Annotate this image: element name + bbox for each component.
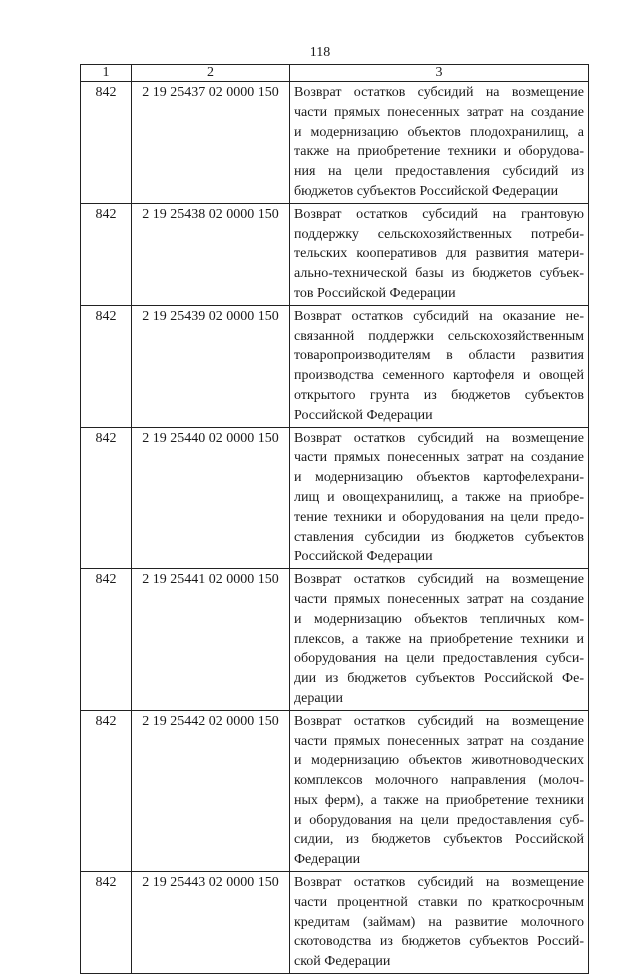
description-cell — [290, 82, 589, 204]
table-row — [81, 305, 589, 427]
table-row — [81, 569, 589, 711]
description-line: Возврат остатков субсидий на грантовую — [294, 206, 584, 222]
admin-code-cell: 842 — [81, 82, 132, 204]
description-line: части прямых понесенных затрат на создание — [294, 591, 584, 607]
description-line: производства семенного картофеля и овощей — [294, 368, 584, 384]
description-line: и модернизацию объектов тепличных ком- — [294, 611, 584, 627]
table-header-row — [81, 65, 589, 82]
table-row — [81, 203, 589, 305]
description-line: Возврат остатков субсидий на оказание не- — [294, 308, 584, 324]
description-line: Федерации — [294, 852, 361, 868]
description-line: дии из бюджетов субъектов Российской Фе- — [294, 671, 584, 687]
description-line: ных ферм), а также на приобретение техники — [294, 792, 584, 808]
table-row — [81, 872, 589, 974]
description-line: поддержку сельскохозяйственных потреби- — [294, 226, 584, 242]
description-line: части прямых понесенных затрат на создание — [294, 104, 584, 120]
table-row — [81, 82, 589, 204]
table-body — [81, 65, 589, 974]
admin-code-cell: 842 — [81, 305, 132, 427]
revenue-code-cell: 2 19 25443 02 0000 150 — [132, 872, 290, 974]
admin-code-cell: 842 — [81, 710, 132, 871]
description-cell — [290, 305, 589, 427]
description-line: Возврат остатков субсидий на возмещение — [294, 713, 584, 729]
column-header-3: 3 — [290, 65, 589, 82]
description-cell — [290, 710, 589, 871]
description-line: и модернизацию объектов плодохранилищ, а — [294, 124, 584, 140]
description-line: открытого грунта из бюджетов субъектов — [294, 387, 584, 403]
description-line: тов Российской Федерации — [294, 285, 456, 301]
admin-code-cell: 842 — [81, 872, 132, 974]
description-line: Возврат остатков субсидий на возмещение — [294, 430, 584, 446]
description-line: Возврат остатков субсидий на возмещение — [294, 572, 584, 588]
description-cell — [290, 569, 589, 711]
description-line: комплексов молочного направления (молоч- — [294, 773, 584, 789]
admin-code-cell: 842 — [81, 427, 132, 569]
description-line: товаропроизводителям в области развития — [294, 348, 584, 364]
description-line: Российской Федерации — [294, 549, 433, 565]
description-line: Возврат остатков субсидий на возмещение — [294, 85, 584, 100]
column-header-1: 1 — [81, 65, 132, 82]
budget-classification-table — [80, 64, 589, 974]
description-line: оборудования на цели предоставления субси- — [294, 651, 584, 667]
column-header-2: 2 — [132, 65, 290, 82]
description-line: части прямых понесенных затрат на создание — [294, 450, 584, 466]
description-line: скотоводства из бюджетов субъектов Россий- — [294, 934, 584, 950]
description-line: и оборудования на цели предоставления суб- — [294, 812, 584, 828]
description-line: кредитам (займам) на развитие молочного — [294, 914, 584, 930]
description-line: дерации — [294, 690, 344, 706]
description-line: ской Федерации — [294, 954, 391, 970]
description-cell — [290, 427, 589, 569]
admin-code-cell: 842 — [81, 569, 132, 711]
page-number: 118 — [309, 45, 331, 60]
description-cell — [290, 872, 589, 974]
description-line: плексов, а также на приобретение техники и — [294, 631, 584, 647]
description-line: и модернизацию объектов картофелехрани- — [294, 470, 584, 486]
description-line: тельских кооперативов для развития матери- — [294, 246, 584, 262]
description-line: и модернизацию объектов животноводческих — [294, 753, 584, 769]
description-line: Российской Федерации — [294, 407, 433, 423]
admin-code-cell: 842 — [81, 203, 132, 305]
revenue-code-cell: 2 19 25441 02 0000 150 — [132, 569, 290, 711]
description-line: бюджетов субъектов Российской Федерации — [294, 183, 559, 199]
revenue-code-cell: 2 19 25442 02 0000 150 — [132, 710, 290, 871]
description-line: сидии, из бюджетов субъектов Российской — [294, 832, 584, 848]
table-row — [81, 427, 589, 569]
description-line: части прямых понесенных затрат на создание — [294, 733, 584, 749]
revenue-code-cell: 2 19 25440 02 0000 150 — [132, 427, 290, 569]
revenue-code-cell: 2 19 25438 02 0000 150 — [132, 203, 290, 305]
description-line: лищ и овощехранилищ, а также на приобре- — [294, 489, 584, 505]
revenue-code-cell: 2 19 25437 02 0000 150 — [132, 82, 290, 204]
description-line: тение техники и оборудования на цели предо- — [294, 509, 584, 525]
description-line: ния на цели предоставления субсидий из — [294, 164, 584, 180]
description-line: также на приобретение техники и оборудова- — [294, 144, 584, 160]
table-row — [81, 710, 589, 871]
description-line: связанной поддержки сельскохозяйственным — [294, 328, 584, 344]
description-line: части процентной ставки по краткосрочным — [294, 894, 584, 910]
revenue-code-cell: 2 19 25439 02 0000 150 — [132, 305, 290, 427]
description-line: ставления субсидии из бюджетов субъектов — [294, 529, 584, 545]
description-line: ально-технической базы из бюджетов субъек- — [294, 266, 584, 282]
description-line: Возврат остатков субсидий на возмещение — [294, 875, 584, 891]
description-cell — [290, 203, 589, 305]
